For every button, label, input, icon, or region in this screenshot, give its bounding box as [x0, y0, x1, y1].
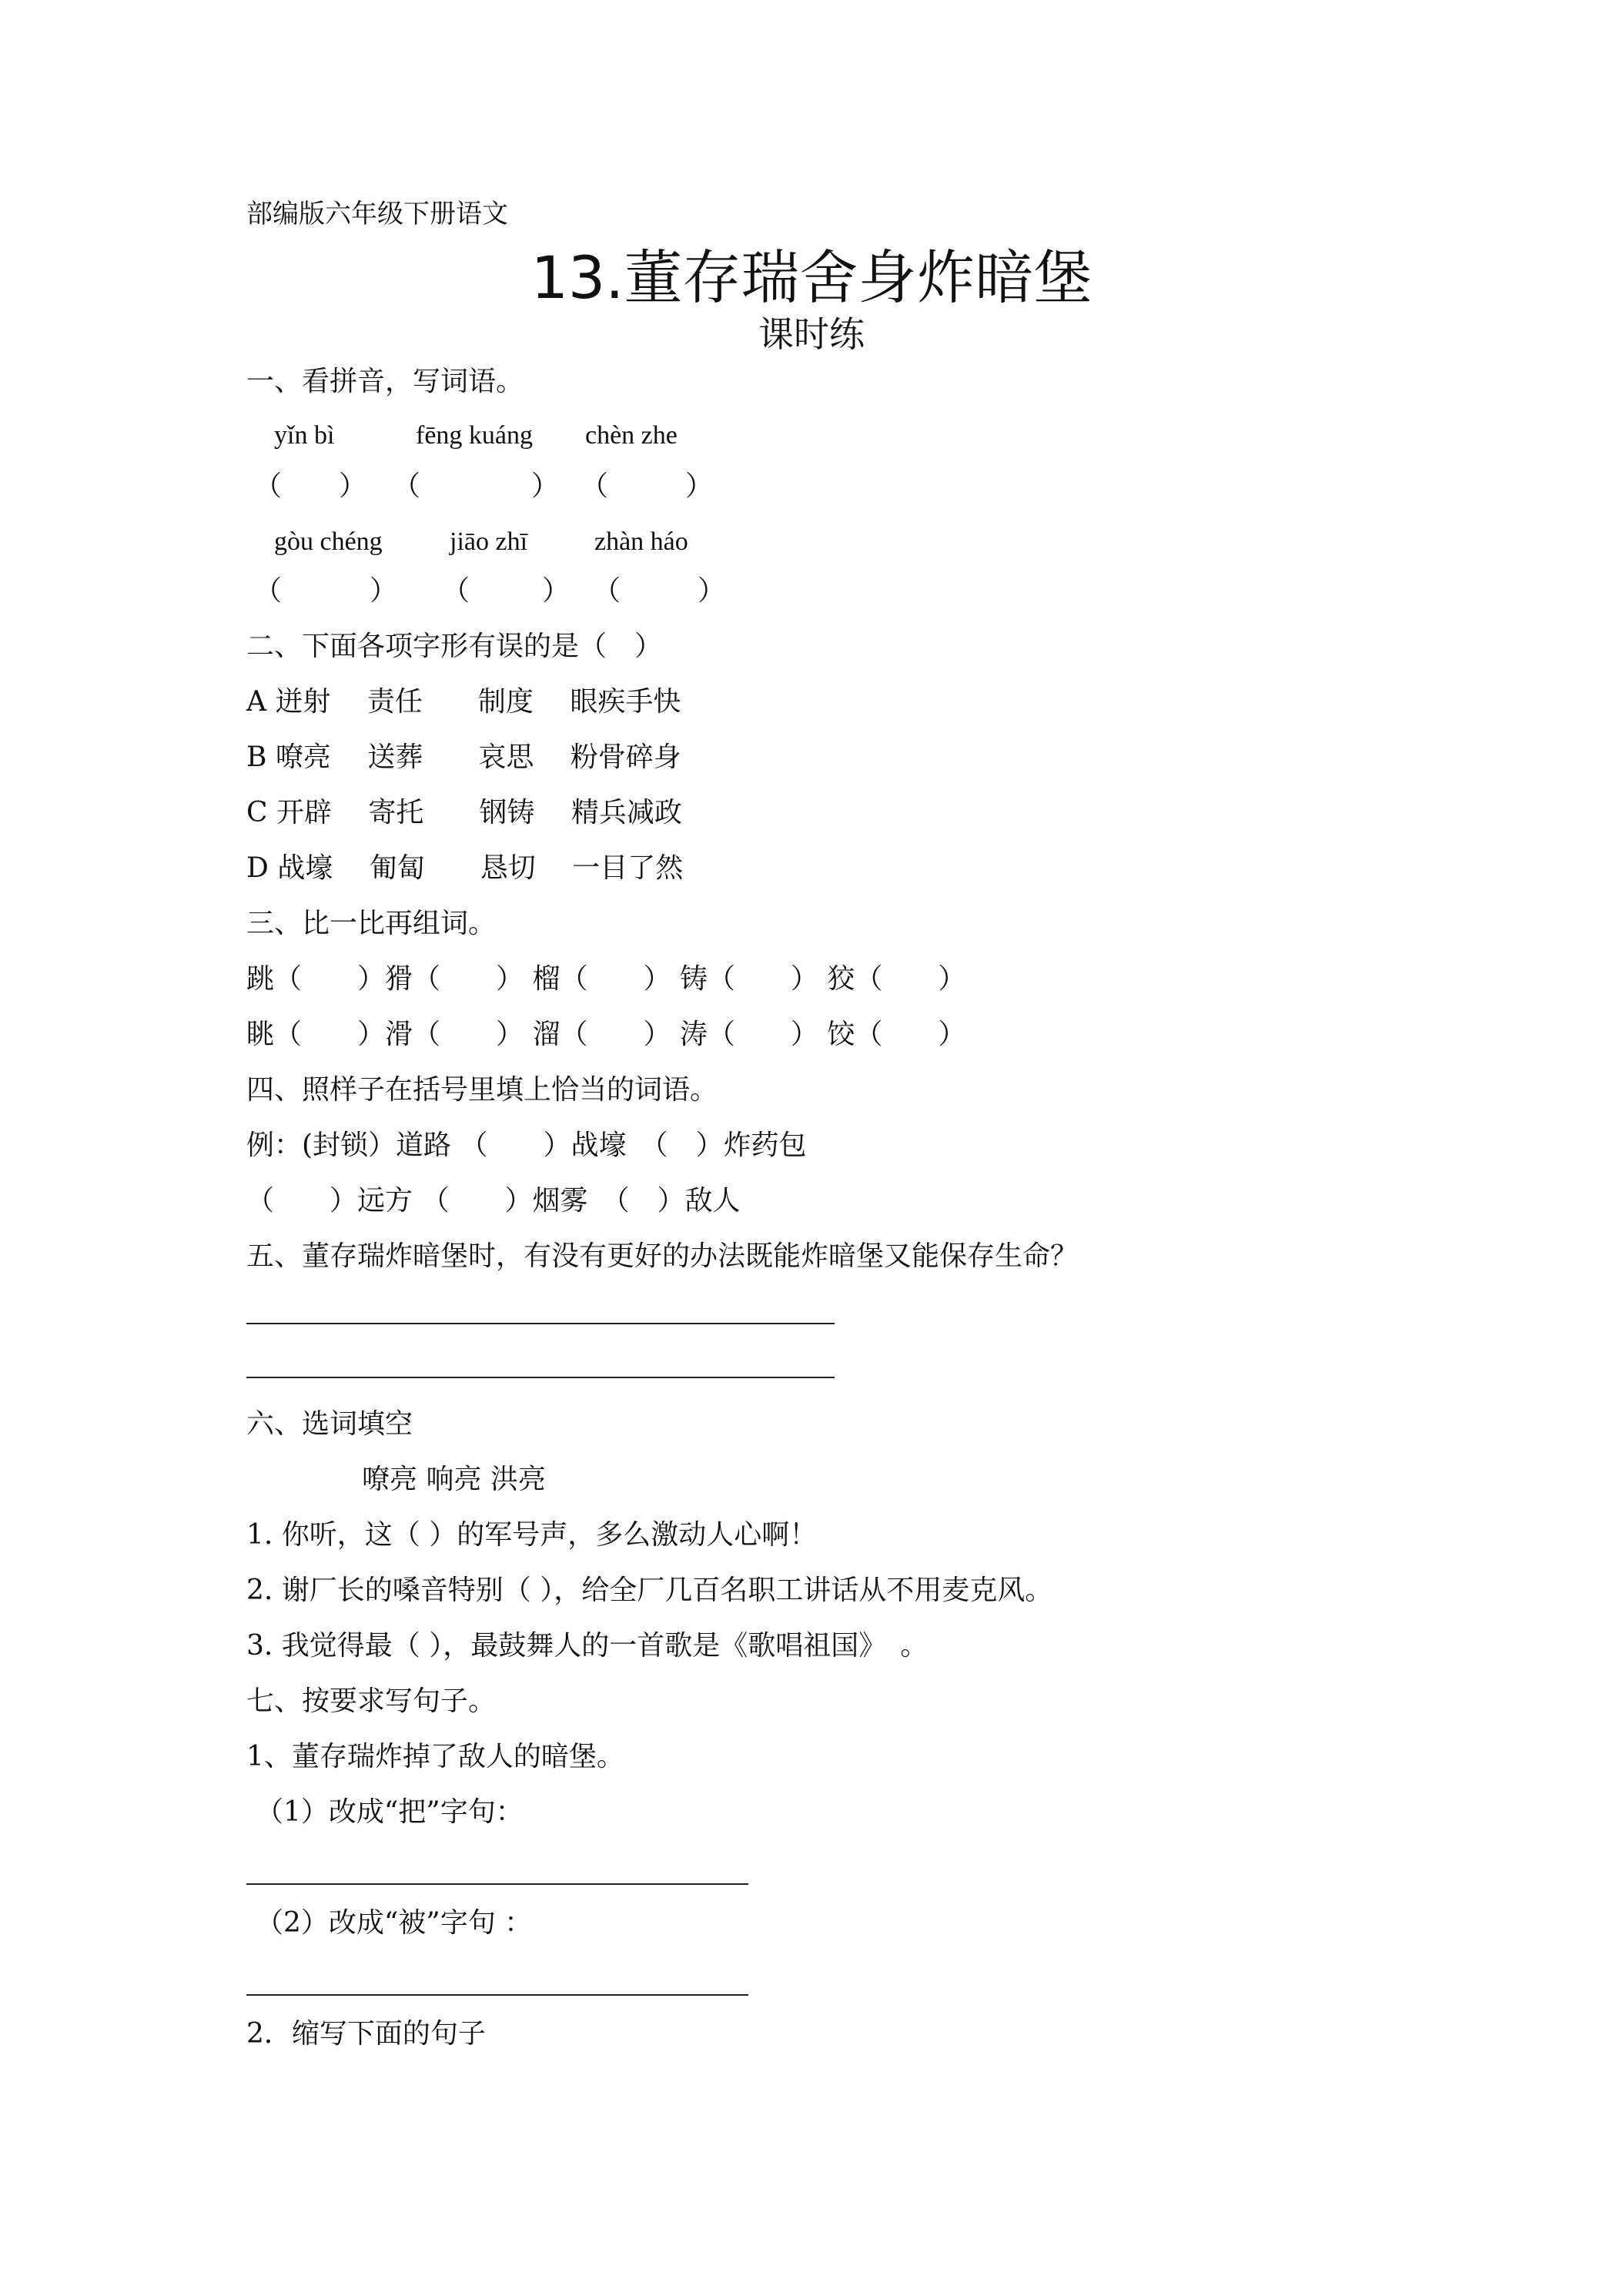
section2-heading: 二、下面各项字形有误的是（ ） — [246, 631, 663, 662]
section5-heading: 五、董存瑞炸暗堡时，有没有更好的办法既能炸暗堡又能保存生命？ — [246, 1240, 1079, 1272]
answer-paren-close: ） — [370, 575, 398, 607]
example-row-2: （ ）远方 （ ）烟雾 （ ）敌人 — [246, 1185, 741, 1217]
fill-item-2: 2. 谢厂长的嗓音特别（ ），给全厂几百名职工讲话从不用麦克风。 — [246, 1575, 1053, 1606]
rewrite-ba-label: （1）改成“把”字句： — [256, 1796, 524, 1828]
answer-paren-open: （ — [593, 575, 621, 607]
pinyin-3: chèn zhe — [585, 421, 678, 450]
option-a: A 迸射 责任 制度 眼疾手快 — [246, 686, 681, 718]
option-d: D 战壕 匍匐 恳切 一目了然 — [246, 852, 684, 884]
compare-row-1: 跳（ ）猾（ ） 榴（ ） 铸（ ） 狡（ ） — [246, 963, 966, 995]
section3-heading: 三、比一比再组词。 — [246, 908, 497, 939]
rewrite-question-2: 2．缩写下面的句子 — [246, 2018, 486, 2050]
section4-heading: 四、照样子在括号里填上恰当的词语。 — [246, 1074, 718, 1106]
answer-line — [246, 1994, 748, 1996]
answer-line — [246, 1323, 835, 1324]
fill-item-1: 1. 你听，这（ ）的军号声，多么激动人心啊！ — [246, 1519, 818, 1551]
pinyin-1: yǐn bì — [274, 421, 335, 450]
answer-line — [246, 1377, 835, 1378]
answer-paren-open: （ — [442, 575, 470, 607]
answer-paren-open: （ — [254, 470, 283, 502]
pinyin-6: zhàn háo — [594, 527, 688, 556]
answer-paren-close: ） — [698, 575, 726, 607]
answer-paren-close: ） — [685, 470, 714, 502]
rewrite-bei-label: （2）改成“被”字句 ： — [256, 1907, 533, 1939]
answer-paren-close: ） — [542, 575, 571, 607]
answer-paren-close: ） — [531, 470, 560, 502]
answer-paren-close: ） — [339, 470, 367, 502]
word-choices: 嘹亮 响亮 洪亮 — [362, 1464, 546, 1495]
option-b: B 嘹亮 送葬 哀思 粉骨碎身 — [246, 741, 681, 773]
page-title: 13.董存瑞舍身炸暗堡 — [530, 243, 1093, 312]
option-c: C 开辟 寄托 钢铸 精兵减政 — [246, 797, 682, 828]
book-label: 部编版六年级下册语文 — [246, 199, 508, 229]
compare-row-2: 眺（ ）滑（ ） 溜（ ） 涛（ ） 饺（ ） — [246, 1019, 966, 1050]
page-subtitle: 课时练 — [758, 313, 865, 355]
pinyin-4: gòu chéng — [274, 527, 383, 556]
section1-heading: 一、看拼音，写词语。 — [246, 366, 524, 397]
answer-line — [246, 1883, 748, 1885]
example-row-1: 例：(封锁）道路 （ ）战壕 （ ）炸药包 — [246, 1130, 807, 1161]
answer-paren-open: （ — [254, 575, 283, 607]
answer-paren-open: （ — [581, 470, 609, 502]
section7-heading: 七、按要求写句子。 — [246, 1685, 497, 1717]
answer-paren-open: （ — [393, 470, 421, 502]
rewrite-question-1: 1、董存瑞炸掉了敌人的暗堡。 — [246, 1741, 624, 1772]
fill-item-3: 3. 我觉得最（ ），最鼓舞人的一首歌是《歌唱祖国》 。 — [246, 1630, 929, 1662]
pinyin-2: fēng kuáng — [416, 421, 534, 450]
section6-heading: 六、选词填空 — [246, 1408, 413, 1440]
pinyin-5: jiāo zhī — [450, 527, 528, 556]
